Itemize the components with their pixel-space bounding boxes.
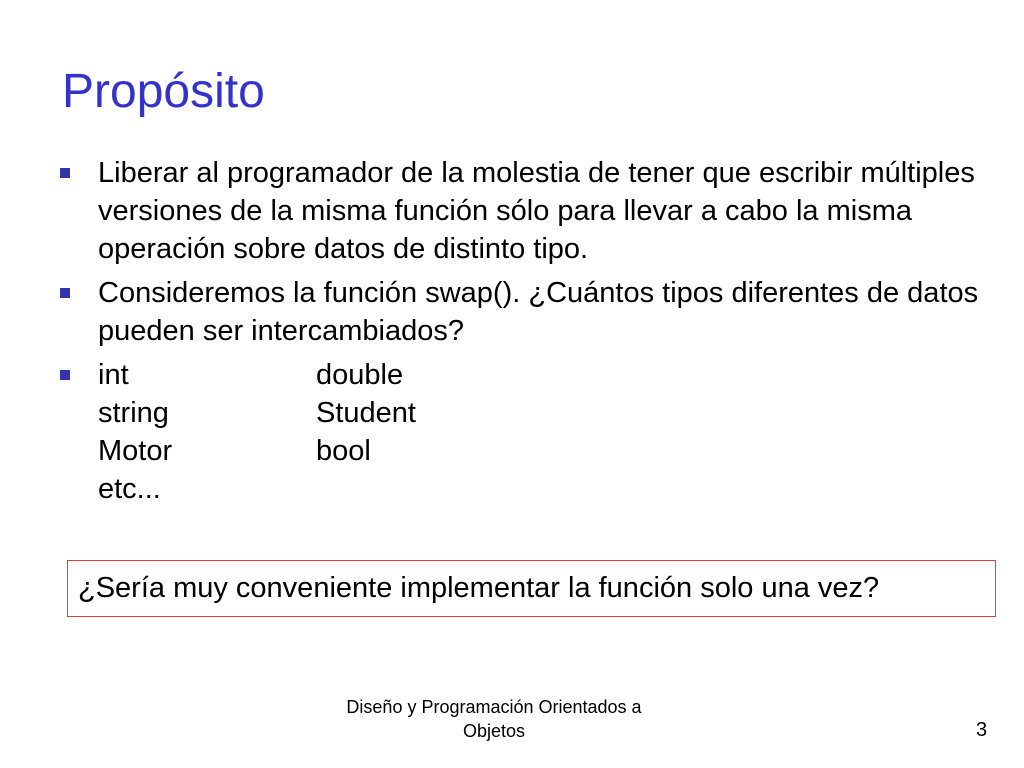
type-name: etc... <box>98 473 161 505</box>
footer-line: Objetos <box>462 721 526 741</box>
footer-line: Diseño y Programación Orientados a <box>346 697 642 717</box>
bullet-text: Liberar al programador de la molestia de tener que escribir múltiples versiones de la misma función sólo para llevar a cabo la misma operación sobre datos de distinto tipo. <box>98 157 975 265</box>
slide-title: Propósito <box>62 65 265 118</box>
square-bullet-icon <box>60 168 70 178</box>
question-text: ¿Sería muy conveniente implementar la función solo una vez? <box>78 572 880 604</box>
type-name <box>316 470 1000 508</box>
type-name: bool <box>316 435 371 467</box>
square-bullet-icon <box>60 370 70 380</box>
types-grid <box>98 356 1000 508</box>
type-name: Motor <box>98 435 173 467</box>
bullet-list <box>60 154 1000 514</box>
type-name: Student <box>316 397 416 429</box>
bullet-item-swap <box>60 274 1000 350</box>
type-name: string <box>98 397 169 429</box>
page-number: 3 <box>976 719 988 741</box>
square-bullet-icon <box>60 288 70 298</box>
footer-course-title <box>294 695 694 743</box>
bullet-item-types <box>60 356 1000 508</box>
type-name: int <box>98 359 129 391</box>
bullet-text: Consideremos la función swap(). ¿Cuántos tipos diferentes de datos pueden ser intercambiados? <box>98 277 979 347</box>
type-name: double <box>316 359 404 391</box>
bullet-item-purpose <box>60 154 1000 268</box>
